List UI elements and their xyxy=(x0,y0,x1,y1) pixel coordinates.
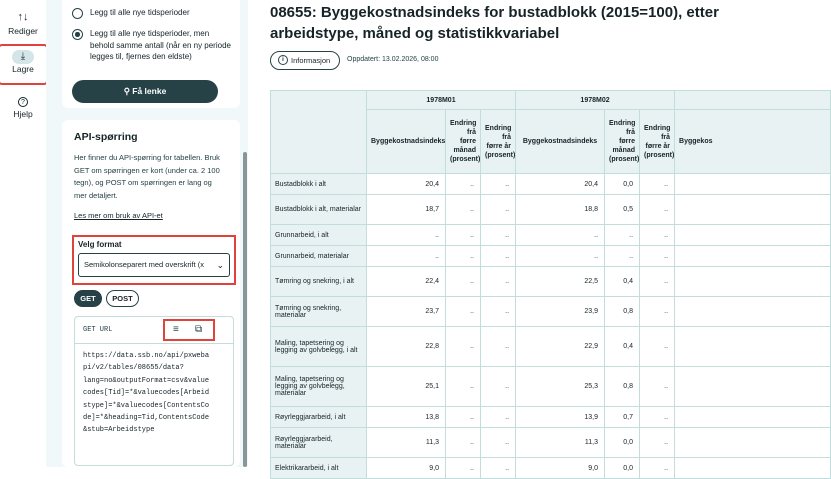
api-more-link[interactable]: Les mer om bruk av API-et xyxy=(74,211,163,220)
period-header: 1978M02 xyxy=(516,91,675,110)
row-label: Elektrikararbeid, i alt xyxy=(271,458,367,479)
radio-label: Legg til alle nye tidsperioder, men behold samme antall (når en ny periode legges til, fjernes den eldste) xyxy=(90,29,231,61)
table-cell: .. xyxy=(367,246,446,267)
row-label: Tømring og snekring, i alt xyxy=(271,267,367,297)
table-cell: 11,3 xyxy=(516,428,605,458)
table-cell: 9,0 xyxy=(367,458,446,479)
table-cell: 25,3 xyxy=(516,367,605,407)
radio-button[interactable] xyxy=(72,8,83,19)
radio-option-keep-count[interactable] xyxy=(72,28,232,63)
table-cell: .. xyxy=(481,458,516,479)
copy-icon[interactable]: ⧉ xyxy=(195,324,203,335)
row-label: Bustadblokk i alt, materialar xyxy=(271,195,367,225)
period-header: 1978M01 xyxy=(367,91,516,110)
rail-item-label: Hjelp xyxy=(13,109,33,119)
variable-header: Endring frå førre månad (prosent) xyxy=(605,110,640,174)
table-cell: .. xyxy=(640,246,675,267)
nav-rail xyxy=(0,0,46,467)
table-cell: 22,9 xyxy=(516,327,605,367)
table-row xyxy=(271,458,831,479)
table-cell: 0,0 xyxy=(605,458,640,479)
sort-arrows-icon: ↑↓ xyxy=(17,11,29,23)
table-cell: .. xyxy=(446,367,481,407)
table-cell: .. xyxy=(516,246,605,267)
table-cell: .. xyxy=(446,225,481,246)
table-cell: 13,9 xyxy=(516,407,605,428)
download-icon: ⤓ xyxy=(12,50,34,64)
table-cell: 18,8 xyxy=(516,195,605,225)
info-button[interactable] xyxy=(270,51,340,70)
chevron-down-icon: ⌄ xyxy=(214,254,224,276)
api-query-card xyxy=(62,120,240,467)
row-label: Røyrleggjararbeid, i alt xyxy=(271,407,367,428)
table-row xyxy=(271,267,831,297)
row-label: Maling, tapetsering og legging av golvbelegg, i alt xyxy=(271,327,367,367)
table-cell xyxy=(675,327,831,367)
table-cell: .. xyxy=(640,267,675,297)
table-cell: .. xyxy=(446,428,481,458)
code-header xyxy=(75,317,233,344)
format-label: Velg format xyxy=(78,240,122,249)
table-cell xyxy=(675,174,831,195)
table-cell: 18,7 xyxy=(367,195,446,225)
table-cell: .. xyxy=(446,297,481,327)
page-title: 08655: Byggekostnadsindeks for bustadblokk (2015=100), etter arbeidstype, måned og statistikkvariabel xyxy=(270,4,719,42)
api-heading: API-spørring xyxy=(74,131,138,143)
help-icon: ? xyxy=(18,97,28,107)
table-cell: .. xyxy=(367,225,446,246)
radio-option-all-periods[interactable] xyxy=(72,7,190,19)
row-label: Røyrleggjararbeid, materialar xyxy=(271,428,367,458)
table-cell: .. xyxy=(446,267,481,297)
table-cell: .. xyxy=(640,428,675,458)
save-options-card xyxy=(62,0,240,108)
table-cell: .. xyxy=(446,407,481,428)
table-cell: 11,3 xyxy=(367,428,446,458)
table-cell: 22,8 xyxy=(367,327,446,367)
radio-label: Legg til alle nye tidsperioder xyxy=(90,8,190,17)
table-cell: .. xyxy=(446,195,481,225)
table-cell: .. xyxy=(640,367,675,407)
table-cell: .. xyxy=(446,327,481,367)
table-cell: 22,4 xyxy=(367,267,446,297)
table-cell: .. xyxy=(481,327,516,367)
format-select-value: Semikolonseparert med overskrift (x xyxy=(84,260,205,269)
row-label: Tømring og snekring, materialar xyxy=(271,297,367,327)
variable-header: Endring frå førre månad (prosent) xyxy=(446,110,481,174)
table-cell: 0,0 xyxy=(605,428,640,458)
table-cell: 0,0 xyxy=(605,174,640,195)
table-cell: .. xyxy=(446,174,481,195)
variable-header: Endring frå førre år (prosent) xyxy=(640,110,675,174)
table-cell xyxy=(675,267,831,297)
table-cell: .. xyxy=(640,297,675,327)
table-cell: .. xyxy=(481,267,516,297)
row-label: Maling, tapetsering og legging av golvbelegg, materialar xyxy=(271,367,367,407)
code-label: GET URL xyxy=(83,326,113,334)
side-panel xyxy=(46,0,248,467)
table-row xyxy=(271,367,831,407)
table-cell: 22,5 xyxy=(516,267,605,297)
table-cell: .. xyxy=(481,195,516,225)
variable-header: Endring frå førre år (prosent) xyxy=(481,110,516,174)
row-label: Bustadblokk i alt xyxy=(271,174,367,195)
table-cell xyxy=(675,458,831,479)
table-cell: .. xyxy=(516,225,605,246)
info-icon: i xyxy=(278,55,288,65)
table-row xyxy=(271,297,831,327)
table-cell: 0,4 xyxy=(605,327,640,367)
table-cell: .. xyxy=(446,458,481,479)
wrap-text-icon[interactable]: ≡ xyxy=(173,324,179,335)
api-url-box xyxy=(74,316,234,466)
table-cell: .. xyxy=(640,327,675,367)
table-row xyxy=(271,428,831,458)
table-cell: .. xyxy=(481,225,516,246)
table-cell: .. xyxy=(481,407,516,428)
table-row xyxy=(271,327,831,367)
table-cell: 0,8 xyxy=(605,297,640,327)
table-cell: .. xyxy=(605,225,640,246)
table-row xyxy=(271,174,831,195)
table-cell: 23,9 xyxy=(516,297,605,327)
updated-text: Oppdatert: 13.02.2026, 08:00 xyxy=(347,56,439,63)
table-cell: 0,7 xyxy=(605,407,640,428)
tab-get[interactable]: GET xyxy=(74,290,102,307)
table-cell: .. xyxy=(481,367,516,407)
period-header xyxy=(675,91,831,110)
button-label: Få lenke xyxy=(132,86,167,96)
rail-item-help[interactable] xyxy=(0,97,46,119)
table-cell: 0,8 xyxy=(605,367,640,407)
table-cell xyxy=(675,225,831,246)
table-cell: .. xyxy=(605,246,640,267)
table-cell xyxy=(675,246,831,267)
link-icon: ⚲ xyxy=(123,86,133,96)
code-actions xyxy=(163,319,215,341)
table-cell: 20,4 xyxy=(516,174,605,195)
rail-item-edit[interactable] xyxy=(0,10,46,36)
get-link-button[interactable] xyxy=(72,80,218,103)
table-cell: 0,5 xyxy=(605,195,640,225)
table-row xyxy=(271,246,831,267)
table-cell: 23,7 xyxy=(367,297,446,327)
radio-button[interactable] xyxy=(72,29,83,40)
table-cell xyxy=(675,407,831,428)
table-cell: 20,4 xyxy=(367,174,446,195)
table-cell: 25,1 xyxy=(367,367,446,407)
corner-cell xyxy=(271,91,367,174)
api-url-text: https://data.ssb.no/api/pxweba pi/v2/tables/08655/data? lang=no&outputFormat=csv&value codes[Tid]=*&valuecodes[Arbeid stype]=*&valuecodes[ContentsCo de]=*&heading=Tid,ContentsCode &stub=Arbeidstype xyxy=(83,352,210,435)
table-cell: .. xyxy=(640,195,675,225)
data-table xyxy=(270,90,831,479)
table-cell xyxy=(675,297,831,327)
rail-item-label: Lagre xyxy=(12,64,34,74)
variable-header: Byggekos xyxy=(675,110,831,174)
table-row xyxy=(271,225,831,246)
table-cell xyxy=(675,367,831,407)
rail-item-save[interactable] xyxy=(0,46,46,83)
table-cell: .. xyxy=(640,458,675,479)
table-cell xyxy=(675,195,831,225)
table-cell: .. xyxy=(640,174,675,195)
table-row xyxy=(271,195,831,225)
variable-header: Byggekostnadsindeks xyxy=(516,110,605,174)
table-cell: 9,0 xyxy=(516,458,605,479)
table-cell: .. xyxy=(481,174,516,195)
rail-item-label: Rediger xyxy=(8,26,38,36)
table-row xyxy=(271,407,831,428)
table-body xyxy=(271,174,831,479)
row-label: Grunnarbeid, materialar xyxy=(271,246,367,267)
table-cell: .. xyxy=(640,407,675,428)
row-label: Grunnarbeid, i alt xyxy=(271,225,367,246)
variable-header: Byggekostnadsindeks xyxy=(367,110,446,174)
table-cell: .. xyxy=(481,246,516,267)
table-cell: 13,8 xyxy=(367,407,446,428)
table-cell: 0,4 xyxy=(605,267,640,297)
format-select[interactable] xyxy=(78,253,230,277)
table-cell: .. xyxy=(446,246,481,267)
table-cell xyxy=(675,428,831,458)
table-cell: .. xyxy=(640,225,675,246)
table-cell: .. xyxy=(481,428,516,458)
tab-post[interactable]: POST xyxy=(106,290,139,307)
api-description: Her finner du API-spørring for tabellen. Bruk GET om spørringen er kort (under ca. 2 100 tegn), og POST om spørringen er lang og mer detaljert. xyxy=(74,153,220,200)
format-section xyxy=(72,235,236,285)
panel-scrollbar[interactable] xyxy=(243,152,247,467)
data-table-wrapper[interactable] xyxy=(270,90,768,472)
table-cell: .. xyxy=(481,297,516,327)
button-label: Informasjon xyxy=(291,56,331,65)
